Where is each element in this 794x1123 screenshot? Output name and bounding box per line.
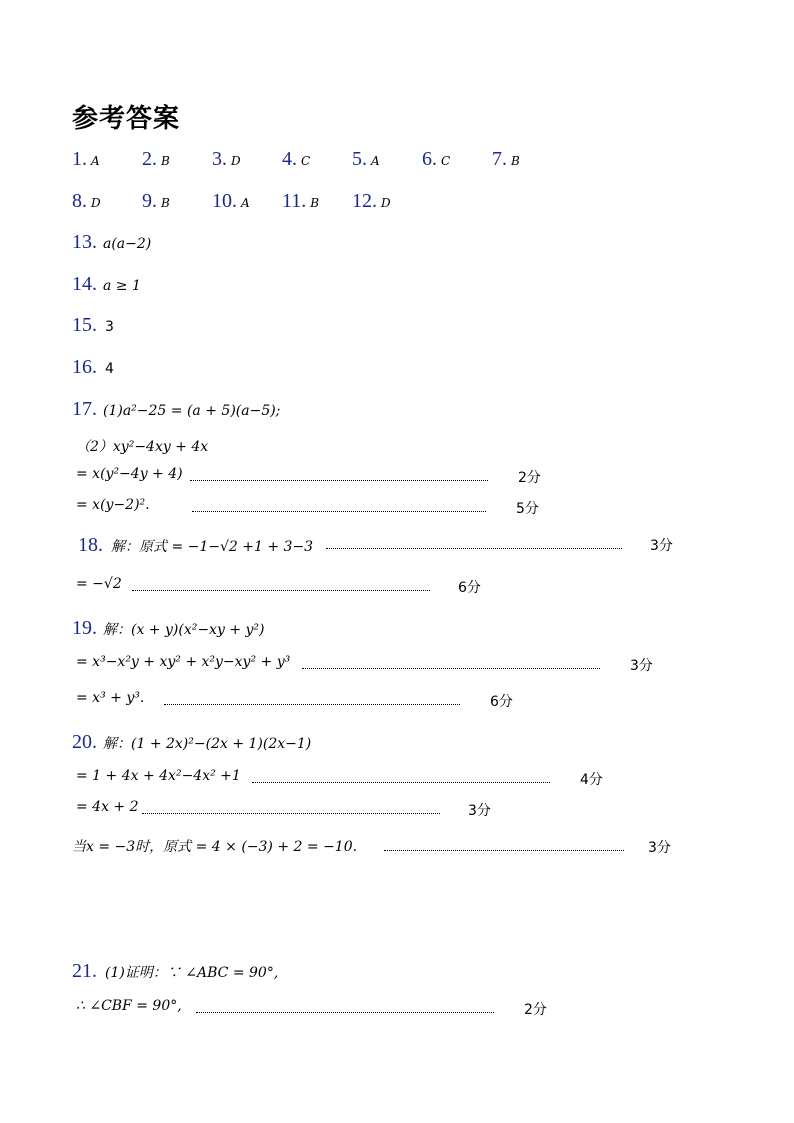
q21-line-1: 21. (1)证明：∵ ∠ABC = 90°,: [72, 960, 279, 982]
choice-3: 3. D: [212, 148, 241, 170]
fill-16: 16. 4: [72, 356, 114, 378]
fill-14: 14. a ≥ 1: [72, 273, 141, 295]
dot-leader: [326, 548, 622, 549]
q17-line-2: （2）xy²−4xy + 4x: [76, 439, 209, 455]
choice-5: 5. A: [352, 148, 380, 170]
choice-1: 1. A: [72, 148, 100, 170]
score-label: 2分: [524, 1002, 547, 1018]
score-label: 5分: [516, 501, 539, 517]
q21-line-2: ∴ ∠CBF = 90°,: [76, 998, 182, 1014]
choice-6: 6. C: [422, 148, 451, 170]
q20-line-3: = 4x + 2: [76, 799, 139, 815]
dot-leader: [190, 480, 488, 481]
choice-8: 8. D: [72, 190, 101, 212]
fill-15: 15. 3: [72, 314, 114, 336]
dot-leader: [196, 1012, 494, 1013]
choice-10: 10. A: [212, 190, 250, 212]
q20-line-2: = 1 + 4x + 4x²−4x² +1: [76, 768, 241, 784]
page-title: 参考答案: [72, 104, 181, 134]
dot-leader: [164, 704, 460, 705]
q18-line-2: = −√2: [76, 576, 122, 592]
q20-line-1: 20. 解：(1 + 2x)²−(2x + 1)(2x−1): [72, 731, 312, 753]
q18-line-1: 18. 解：原式 = −1−√2 +1 + 3−3: [78, 534, 314, 556]
score-label: 6分: [458, 580, 481, 596]
q19-line-2: = x³−x²y + xy² + x²y−xy² + y³: [76, 654, 291, 670]
score-label: 3分: [650, 538, 673, 554]
choice-9: 9. B: [142, 190, 170, 212]
dot-leader: [142, 813, 440, 814]
score-label: 3分: [468, 803, 491, 819]
q19-line-1: 19. 解：(x + y)(x²−xy + y²): [72, 617, 265, 639]
choice-4: 4. C: [282, 148, 311, 170]
fill-13: 13. a(a−2): [72, 231, 152, 253]
score-label: 3分: [630, 658, 653, 674]
choice-7: 7. B: [492, 148, 520, 170]
dot-leader: [252, 782, 550, 783]
score-label: 6分: [490, 694, 513, 710]
dot-leader: [302, 668, 600, 669]
score-label: 3分: [648, 840, 671, 856]
dot-leader: [384, 850, 624, 851]
q17-line-1: 17. (1)a²−25 = (a + 5)(a−5);: [72, 398, 281, 420]
q20-line-4: 当x = −3时，原式 = 4 × (−3) + 2 = −10.: [72, 839, 358, 855]
q19-line-3: = x³ + y³.: [76, 690, 145, 706]
dot-leader: [192, 511, 486, 512]
score-label: 2分: [518, 470, 541, 486]
choice-12: 12. D: [352, 190, 391, 212]
score-label: 4分: [580, 772, 603, 788]
q17-line-3: = x(y²−4y + 4): [76, 466, 183, 482]
dot-leader: [132, 590, 430, 591]
q17-line-4: = x(y−2)².: [76, 497, 150, 513]
choice-11: 11. B: [282, 190, 320, 212]
choice-2: 2. B: [142, 148, 170, 170]
